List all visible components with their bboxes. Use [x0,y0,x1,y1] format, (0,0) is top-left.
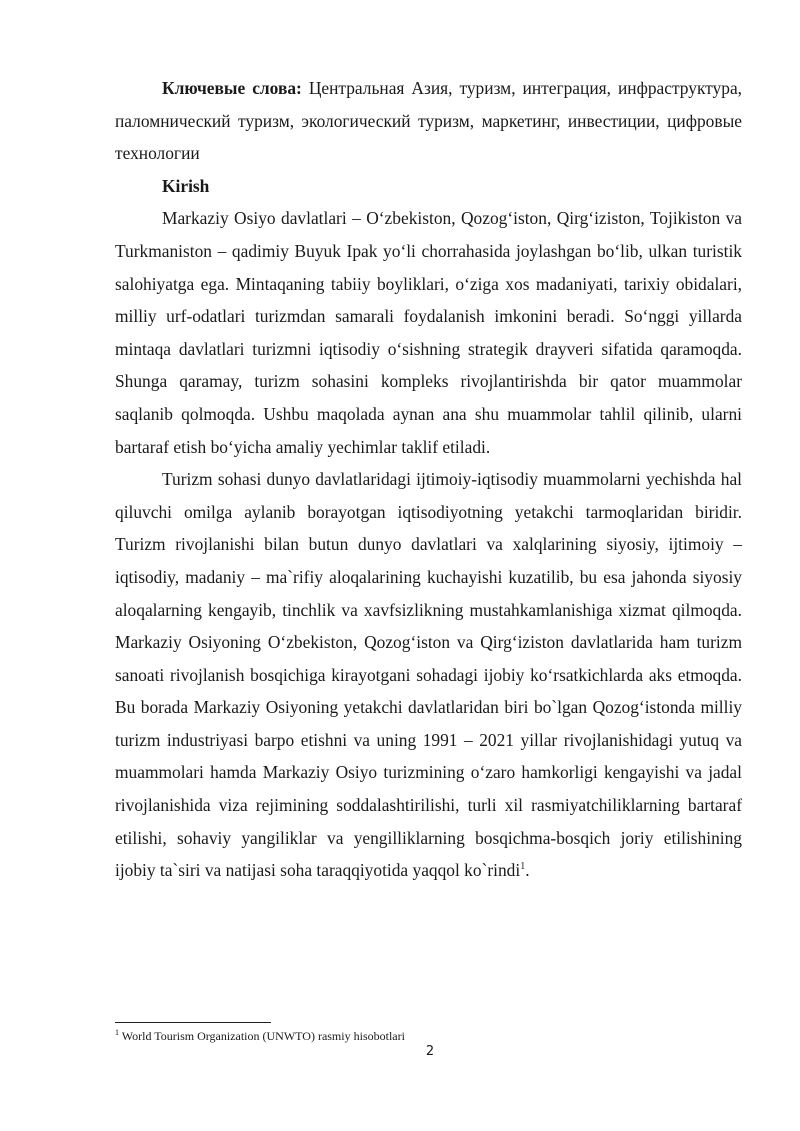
paragraph-end-period: . [525,860,530,881]
body-paragraph-2-text: Turizm sohasi dunyo davlatlaridagi ijtimoiy-iqtisodiy muammolarni yechishda hal qiluvchi omilga aylanib borayotgan iqtisodiyotning yetakchi tarmoqlaridan biridir. Turizm rivojlanishi bilan butun dunyo davlatlari va xalqlarining siyosiy, ijtimoiy – iqtisodiy, madaniy – ma`rifiy aloqalarining kuchayishi kuzatilib, bu esa jahonda siyosiy aloqalarning kengayib, tinchlik va xavfsizlikning mustahkamlanishiga xizmat qilmoqda. Markaziy Osiyoning O‘zbekiston, Qozog‘iston va Qirg‘iziston davlatlarida ham turizm sanoati rivojlanish bosqichiga kirayotgani sohadagi ijobiy ko‘rsatkichlarda aks etmoqda. Bu borada Markaziy Osiyoning yetakchi davlatlaridan biri bo`lgan Qozog‘istonda milliy turizm industriyasi barpo etishni va uning 1991 – 2021 yillar rivojlanishidagi yutuq va muammolari hamda Markaziy Osiyo turizmining o‘zaro hamkorligi kengayishi va jadal rivojlanishida viza rejimining soddalashtirilishi, turli xil rasmiyatchiliklarning bartaraf etilishi, sohaviy yangiliklar va yengilliklarning bosqichma-bosqich joriy etilishining ijobiy ta`siri va natijasi soha taraqqiyotida yaqqol ko`rindi [115,469,742,881]
body-paragraph-2 [115,463,742,887]
body-paragraph-1: Markaziy Osiyo davlatlari – O‘zbekiston, Qozog‘iston, Qirg‘iziston, Tojikiston va Turkmaniston – qadimiy Buyuk Ipak yo‘li chorrahasida joylashgan bo‘lib, ulkan turistik salohiyatga ega. Mintaqaning tabiiy boyliklari, o‘ziga xos madaniyati, tarixiy obidalari, milliy urf-odatlari turizmdan samarali foydalanish imkonini beradi. So‘nggi yillarda mintaqa davlatlari turizmni iqtisodiy o‘sishning strategik drayveri sifatida qaramoqda. Shunga qaramay, turizm sohasini kompleks rivojlantirishda bir qator muammolar saqlanib qolmoqda. Ushbu maqolada aynan ana shu muammolar tahlil qilinib, ularni bartaraf etish bo‘yicha amaliy yechimlar taklif etiladi. [115,208,742,457]
keywords-text: Центральная Азия, туризм, интеграция, инфраструктура, паломнический туризм, экологический туризм, маркетинг, инвестиции, цифровые технологии [115,78,743,164]
section-heading: Kirish [162,175,210,196]
footnote [115,1028,715,1044]
footnote-marker: 1 [115,1028,119,1037]
footnote-text: World Tourism Organization (UNWTO) rasmiy hisobotlari [119,1029,405,1043]
footnote-separator [115,1022,271,1023]
footnote-reference[interactable]: 1 [520,861,526,873]
keywords-label: Ключевые слова: [162,78,302,98]
keywords-paragraph [115,72,742,170]
page-number: 2 [425,1044,435,1059]
page-body [115,72,742,887]
